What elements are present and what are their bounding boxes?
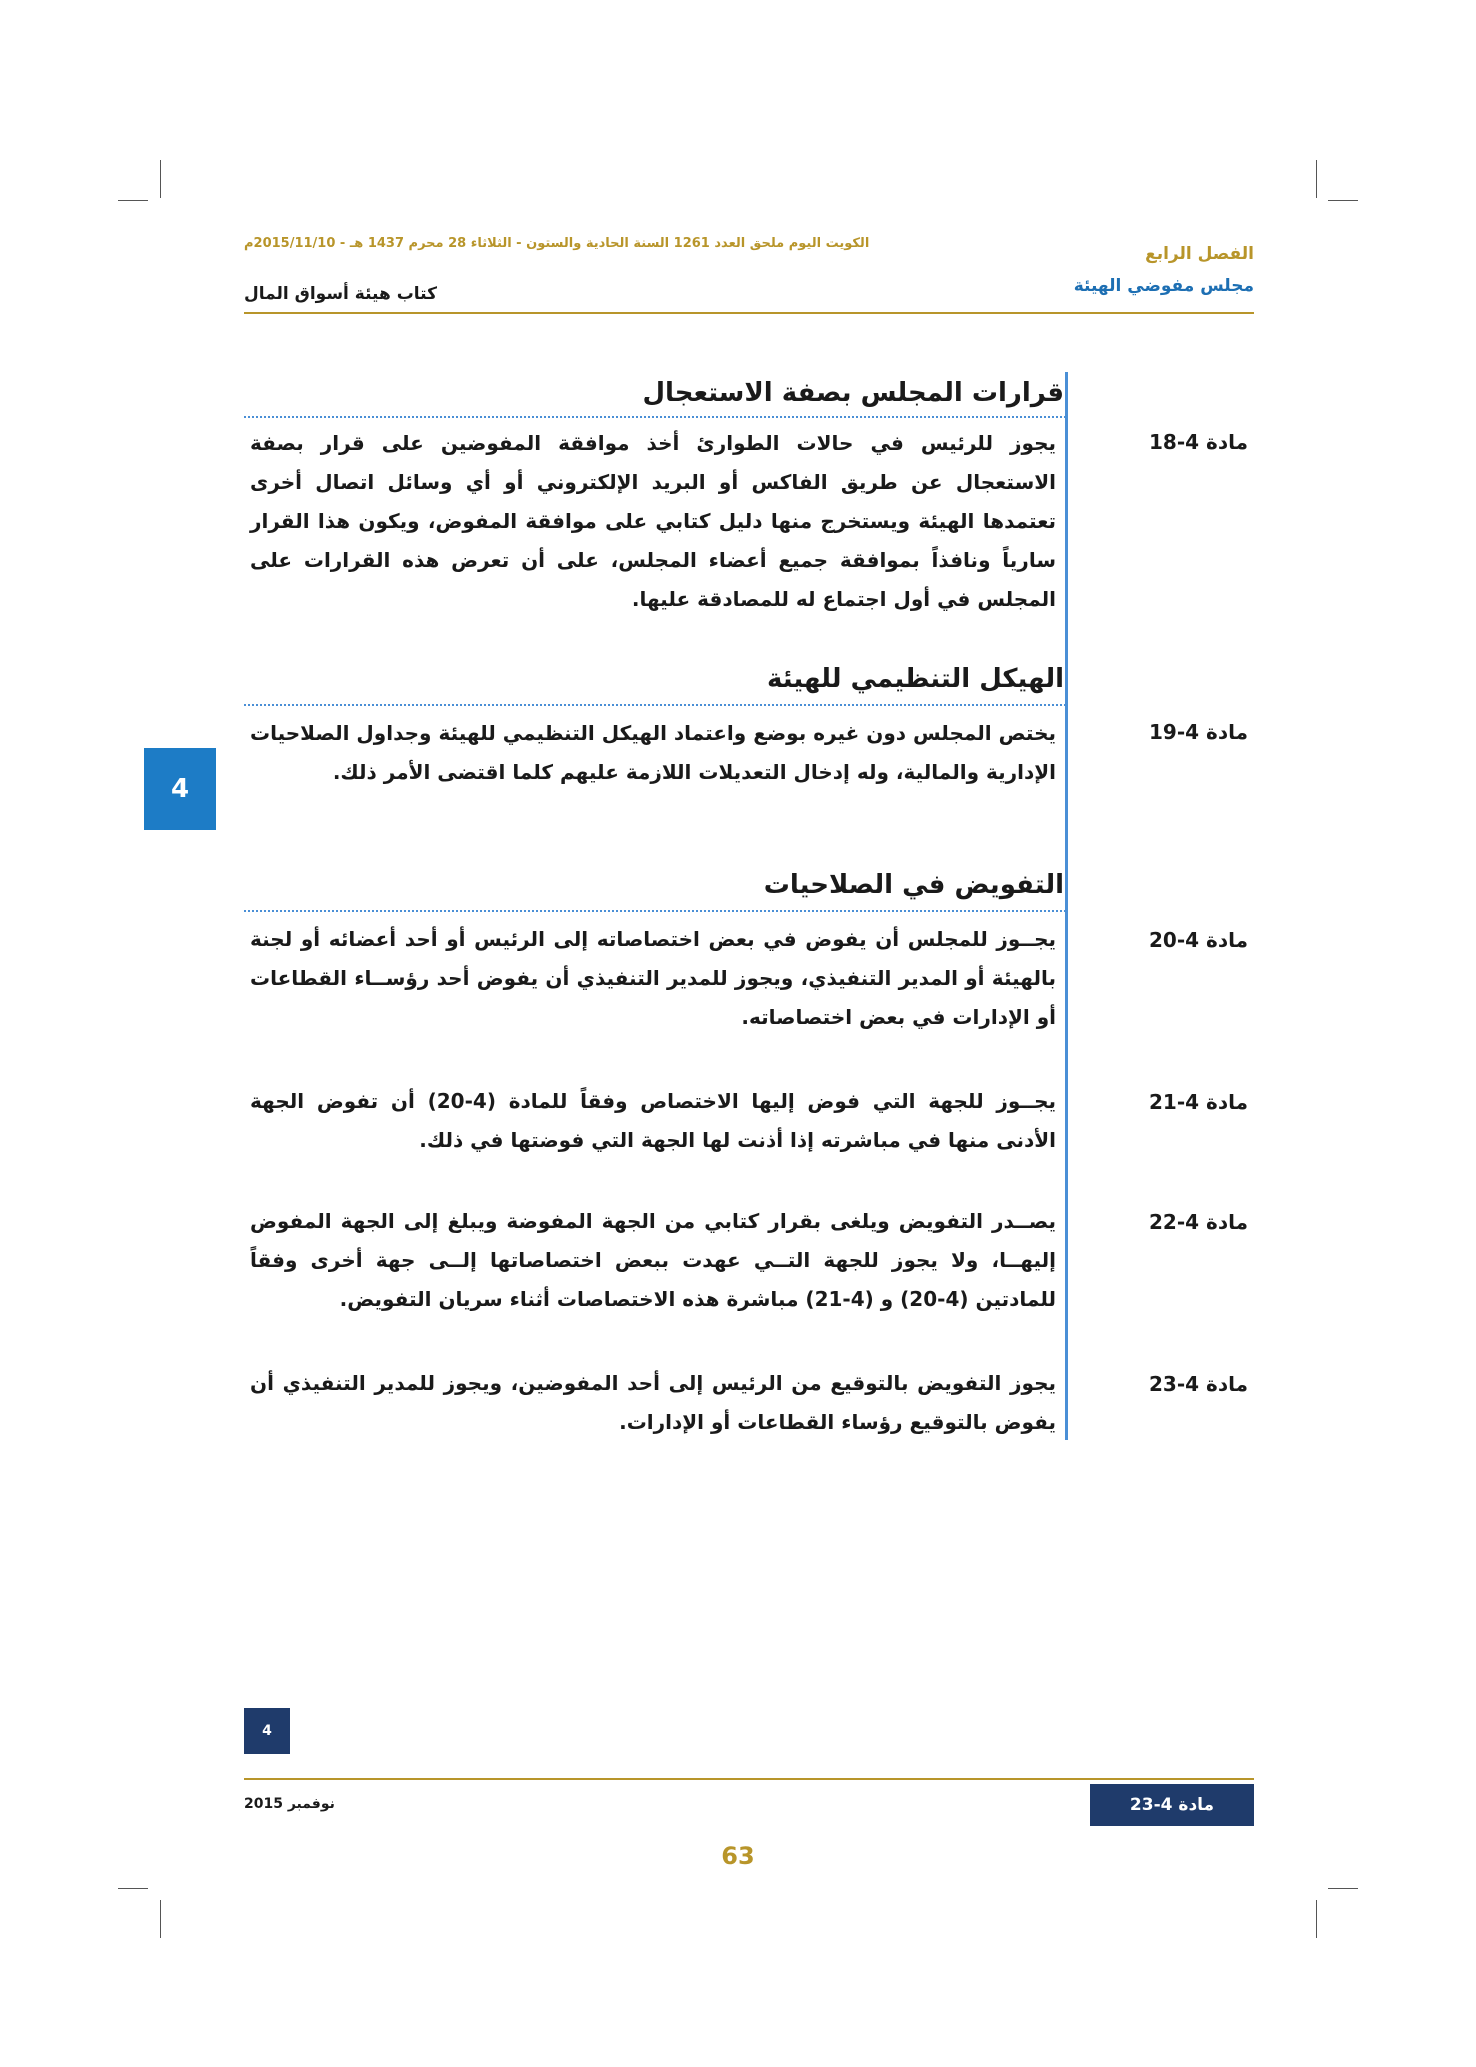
crop-mark <box>1328 200 1358 201</box>
footer-article-ref: مادة 4-23 <box>1090 1784 1254 1826</box>
crop-mark <box>1316 1900 1317 1938</box>
page-number: 63 <box>721 1842 755 1870</box>
header-rule <box>244 312 1254 314</box>
book-title: كتاب هيئة أسواق المال <box>244 284 437 304</box>
crop-mark <box>160 1900 161 1938</box>
article-label: مادة 4-19 <box>1148 720 1248 744</box>
article-text: يجوز التفويض بالتوقيع من الرئيس إلى أحد المفوضين، ويجوز للمدير التنفيذي أن يفوض بالتوقيع رؤساء القطاعات أو الإدارات. <box>250 1371 1056 1434</box>
footer-date: نوفمبر 2015 <box>244 1796 335 1812</box>
crop-mark <box>160 160 161 198</box>
article-label: مادة 4-23 <box>1148 1372 1248 1396</box>
section-title: مجلس مفوضي الهيئة <box>1073 276 1254 296</box>
dotted-rule <box>244 416 1066 418</box>
article-text: يجوز للرئيس في حالات الطوارئ أخذ موافقة المفوضين على قرار بصفة الاستعجال عن طريق الفاكس أو البريد الإلكتروني أو أي وسائل اتصال أخرى تعتمدها الهيئة ويستخرج منها دليل كتابي على موافقة المفوض، ويكون هذا القرار سارياً ونافذاً بموافقة جميع أعضاء المجلس، على أن تعرض هذه القرارات على المجلس في أول اجتماع له للمصادقة عليها. <box>250 431 1056 611</box>
crop-mark <box>1316 160 1317 198</box>
article-text: يجــوز للمجلس أن يفوض في بعض اختصاصاته إلى الرئيس أو أحد أعضائه أو لجنة بالهيئة أو المدير التنفيذي، ويجوز للمدير التنفيذي أن يفوض أحد رؤســاء القطاعات أو الإدارات في بعض اختصاصاته. <box>250 927 1056 1029</box>
section-heading: الهيكل التنظيمي للهيئة <box>767 664 1064 694</box>
article-text: يجــوز للجهة التي فوض إليها الاختصاص وفقاً للمادة (4-20) أن تفوض الجهة الأدنى منها في مباشرته إذا أذنت لها الجهة التي فوضتها في ذلك. <box>250 1089 1056 1152</box>
content-divider <box>1065 372 1068 1440</box>
article-label: مادة 4-20 <box>1148 928 1248 952</box>
crop-mark <box>1328 1888 1358 1889</box>
dotted-rule <box>244 910 1066 912</box>
dotted-rule <box>244 704 1066 706</box>
section-heading: التفويض في الصلاحيات <box>763 870 1064 900</box>
article-label: مادة 4-22 <box>1148 1210 1248 1234</box>
crop-mark <box>118 1888 148 1889</box>
chapter-tab: 4 <box>144 748 216 830</box>
crop-mark <box>118 200 148 201</box>
article-label: مادة 4-21 <box>1148 1090 1248 1114</box>
chapter-title: الفصل الرابع <box>1145 244 1254 264</box>
chapter-number-box: 4 <box>244 1708 290 1754</box>
gazette-line: الكويت اليوم ملحق العدد 1261 السنة الحادية والستون - الثلاثاء 28 محرم 1437 هـ - 2015/11/10م <box>244 236 870 251</box>
section-heading: قرارات المجلس بصفة الاستعجال <box>642 378 1064 408</box>
article-text: يختص المجلس دون غيره بوضع واعتماد الهيكل التنظيمي للهيئة وجداول الصلاحيات الإدارية والمالية، وله إدخال التعديلات اللازمة عليهم كلما اقتضى الأمر ذلك. <box>250 721 1056 784</box>
article-text: يصــدر التفويض ويلغى بقرار كتابي من الجهة المفوضة ويبلغ إلى الجهة المفوض إليهــا، ولا يجوز للجهة التــي عهدت ببعض اختصاصاتها إلــى جهة أخرى وفقاً للمادتين (4-20) و (4-21) مباشرة هذه الاختصاصات أثناء سريان التفويض. <box>250 1209 1056 1311</box>
article-label: مادة 4-18 <box>1148 430 1248 454</box>
footer-rule <box>244 1778 1254 1780</box>
